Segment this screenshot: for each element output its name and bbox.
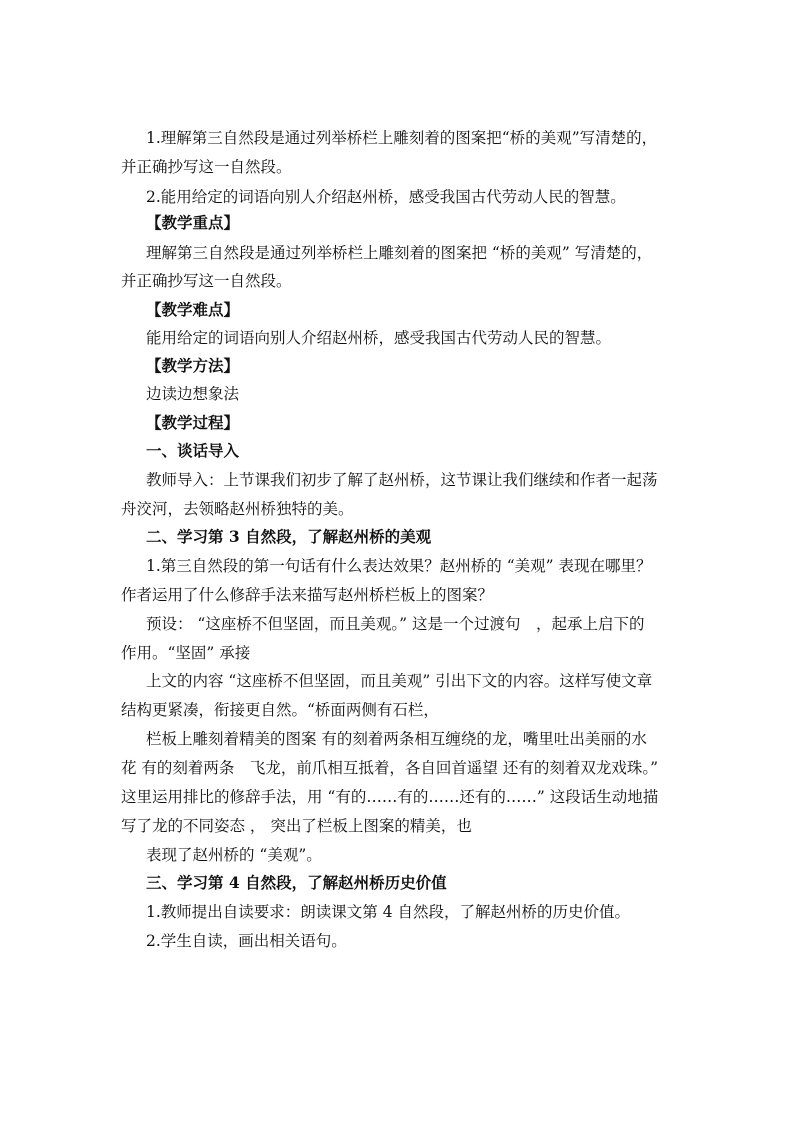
question-line-1: 1.第三自然段的第一句话有什么表达效果？赵州桥的 “美观” 表现在哪里？ [146, 557, 652, 575]
heading-key-points: 【教学重点】 [146, 213, 240, 232]
step-2: 2.学生自读，画出相关语句。 [146, 932, 347, 950]
objective-1-line-1: 1.理解第三自然段是通过列举桥栏上雕刻着的图案把“桥的美观”写清楚的， [146, 129, 658, 147]
section-2-title: 二、学习第 3 自然段，了解赵州桥的美观 [146, 527, 432, 546]
analysis-line-1: 这里运用排比的修辞手法，用 “有的……有的……还有的……” 这段话生动地描 [121, 788, 659, 806]
step-1: 1.教师提出自读要求：朗读课文第 4 自然段，了解赵州桥的历史价值。 [146, 903, 631, 921]
heading-method: 【教学方法】 [146, 356, 240, 375]
preset-line-1: 预设： “这座桥不但坚固，而且美观。” 这是一个过渡句 ，起承上启下的 [146, 615, 645, 633]
intro-line-2: 舟洨河，去领略赵州桥独特的美。 [121, 500, 354, 518]
preset-line-2: 作用。“坚固” 承接 [121, 644, 251, 662]
key-point-line-2: 并正确抄写这一自然段。 [121, 272, 292, 290]
preset-line-4: 结构更紧凑，衔接更自然。“桥面两侧有石栏， [121, 701, 439, 719]
objective-1-line-2: 并正确抄写这一自然段。 [121, 158, 292, 176]
heading-process: 【教学过程】 [146, 413, 240, 432]
quote-line-2: 花 有的刻着两条 飞龙，前爪相互抵着，各自回首遥望 还有的刻着双龙戏珠。” [121, 759, 659, 777]
intro-line-1: 教师导入：上节课我们初步了解了赵州桥，这节课让我们继续和作者一起荡 [146, 471, 658, 489]
key-point-line-1: 理解第三自然段是通过列举桥栏上雕刻着的图案把 “桥的美观” 写清楚的， [146, 244, 653, 262]
analysis-line-2: 写了龙的不同姿态 ， 突出了栏板上图案的精美，也 [121, 817, 472, 835]
method-text: 边读边想象法 [146, 385, 240, 403]
objective-2: 2.能用给定的词语向别人介绍赵州桥，感受我国古代劳动人民的智慧。 [146, 188, 626, 206]
section-1-title: 一、谈话导入 [146, 441, 240, 460]
section-3-title: 三、学习第 4 自然段，了解赵州桥历史价值 [146, 873, 447, 892]
question-line-2: 作者运用了什么修辞手法来描写赵州桥栏板上的图案？ [121, 586, 494, 604]
preset-line-3: 上文的内容 “这座桥不但坚固，而且美观” 引出下文的内容。这样写使文章 [146, 672, 653, 690]
heading-difficulties: 【教学难点】 [146, 300, 240, 319]
difficulty-text: 能用给定的词语向别人介绍赵州桥，感受我国古代劳动人民的智慧。 [146, 329, 612, 347]
quote-line-1: 栏板上雕刻着精美的图案 有的刻着两条相互缠绕的龙，嘴里吐出美丽的水 [146, 730, 647, 748]
analysis-line-3: 表现了赵州桥的 “美观”。 [146, 846, 322, 864]
